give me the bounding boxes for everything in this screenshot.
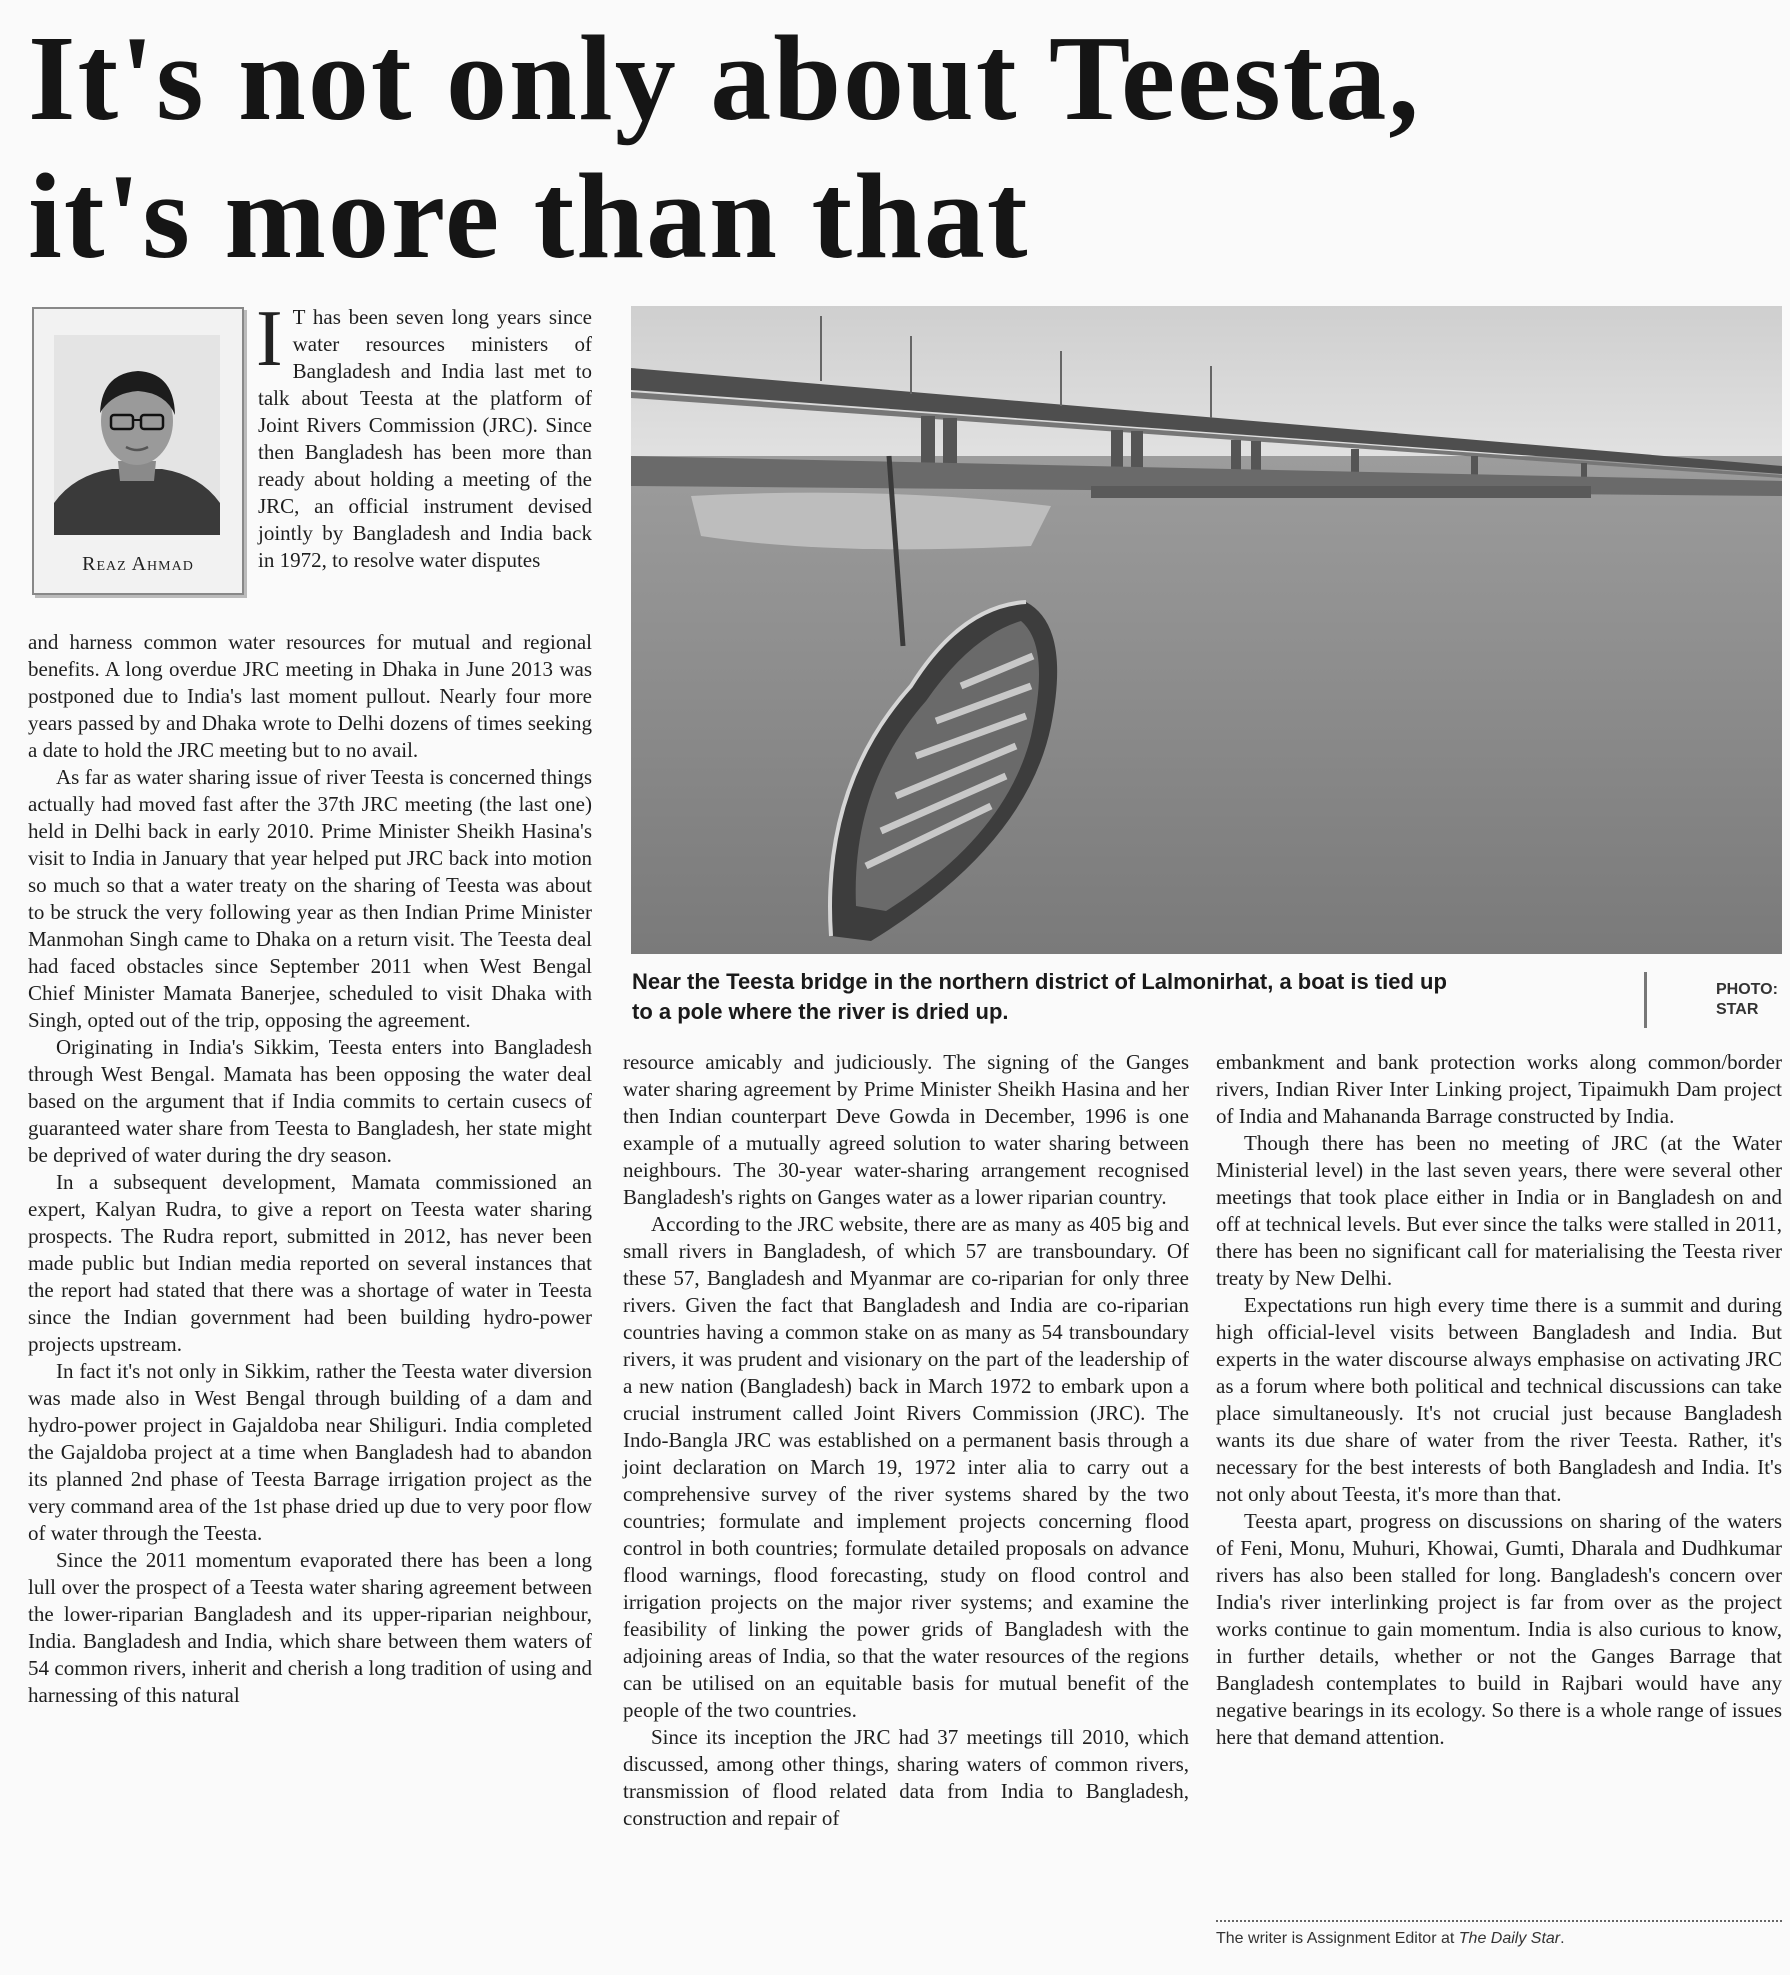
footnote-divider — [1216, 1920, 1782, 1922]
intro-text: T has been seven long years since water resources ministers of Bangladesh and India last met to talk about Teesta at the platform of Joint Rivers Commission (JRC). Since then Bangladesh has been more than ready about holding a meeting of the JRC, an official instrument devised jointly by Bangladesh and India back in 1972, to resolve water disputes — [258, 305, 592, 572]
caption-line-1: Near the Teesta bridge in the northern district of Lalmonirhat, a boat is tied up — [632, 969, 1447, 994]
author-portrait — [54, 335, 220, 535]
headline-line-2: it's more than that — [28, 149, 1030, 284]
paragraph: and harness common water resources for mutual and regional benefits. A long overdue JRC meeting in Dhaka in June 2013 was postponed due to India's last moment pullout. Nearly four more years passed by and Dhaka wrote to Delhi dozens of times seeking a date to hold the JRC meeting but to no avail. — [28, 630, 592, 762]
article-column-3 — [1216, 1049, 1782, 1751]
paragraph: Though there has been no meeting of JRC (at the Water Ministerial level) in the last seven years, there were several other meetings that took place either in India or in Bangladesh on and off at technical levels. But ever since the talks were stalled in 2011, there has been no significant call for materialising the Teesta river treaty by New Delhi. — [1216, 1131, 1782, 1290]
headline-line-1: It's not only about Teesta, — [28, 11, 1421, 146]
paragraph: embankment and bank protection works along common/border rivers, Indian River Inter Linking project, Tipaimukh Dam project of India and Mahananda Barrage constructed by India. — [1216, 1050, 1782, 1128]
drop-cap: I — [256, 295, 283, 383]
headline — [28, 10, 1768, 286]
footnote-suffix: . — [1560, 1930, 1565, 1947]
article-column-1 — [28, 629, 592, 1709]
photo-credit — [1716, 980, 1778, 1020]
footnote-publication: The Daily Star — [1458, 1930, 1561, 1947]
byline-box — [32, 307, 244, 595]
article-intro — [256, 295, 592, 574]
author-name: Reaz Ahmad — [82, 553, 194, 575]
paragraph: Teesta apart, progress on discussions on sharing of the waters of Feni, Monu, Muhuri, Khowai, Gumti, Dharala and Dudhkumar rivers has also been stalled for long. Bangladesh's concern over India's river interlinking project is far from over as the project works continue to gain momentum. India is also curious to know, in further details, whether or not the Ganges Barrage that Bangladesh contemplates to build in Rajbari would have any negative bearings in its ecology. So there is a whole range of issues here that demand attention. — [1216, 1509, 1782, 1749]
paragraph: resource amicably and judiciously. The signing of the Ganges water sharing agreement by Prime Minister Sheikh Hasina and her then Indian counterpart Deve Gowda in December, 1996 is one example of a mutually agreed solution to water sharing between neighbours. The 30-year water-sharing arrangement recognised Bangladesh's rights on Ganges water as a lower riparian country. — [623, 1050, 1189, 1209]
caption-line-2: to a pole where the river is dried up. — [632, 999, 1009, 1024]
paragraph: In a subsequent development, Mamata commissioned an expert, Kalyan Rudra, to give a report on Teesta water sharing prospects. The Rudra report, submitted in 2012, has never been made public but Indian media reported on several instances that the report had stated that there was a shortage of water in Teesta since the Indian government had been building hydro-power projects upstream. — [28, 1170, 592, 1356]
paragraph: According to the JRC website, there are as many as 405 big and small rivers in Bangladesh, of which 57 are transboundary. Of these 57, Bangladesh and Myanmar are co-riparian for only three rivers. Given the fact that Bangladesh and India are co-riparian countries having a common stake on as many as 54 transboundary rivers, it was prudent and visionary on the part of the leadership of a new nation (Bangladesh) back in March 1972 to embark upon a crucial instrument called Joint Rivers Commission (JRC). The Indo-Bangla JRC was established on a permanent basis through a joint declaration on March 19, 1972 inter alia to carry out a comprehensive survey of the river systems shared by the two countries; formulate and implement projects concerning flood control in both countries; formulate detailed proposals on advance flood warnings, flood forecasting, study on flood control and irrigation projects on the major river systems; and examine the feasibility of linking the power grids of Bangladesh with the adjoining areas of India, so that the water resources of the regions can be utilised on an equitable basis for mutual benefit of the people of the two countries. — [623, 1212, 1189, 1722]
paragraph: As far as water sharing issue of river Teesta is concerned things actually had moved fast after the 37th JRC meeting (the last one) held in Delhi back in early 2010. Prime Minister Sheikh Hasina's visit to India in January that year helped put JRC back into motion so much so that a water treaty on the sharing of Teesta was about to be struck the very following year as then Indian Prime Minister Manmohan Singh came to Dhaka on a return visit. The Teesta deal had faced obstacles since September 2011 when West Bengal Chief Minister Mamata Banerjee, scheduled to visit Dhaka with Singh, opted out of the trip, opposing the agreement. — [28, 765, 592, 1032]
paragraph: Originating in India's Sikkim, Teesta enters into Bangladesh through West Bengal. Mamata has been opposing the water deal based on the argument that if India commits to certain cusecs of guaranteed water share from Teesta to Bangladesh, her state might be deprived of water during the dry season. — [28, 1035, 592, 1167]
photo-caption — [632, 967, 1472, 1027]
credit-label: PHOTO: — [1716, 981, 1778, 998]
paragraph: Since the 2011 momentum evaporated there has been a long lull over the prospect of a Teesta water sharing agreement between the lower-riparian Bangladesh and its upper-riparian neighbour, India. Bangladesh and India, which share between them waters of 54 common rivers, inherit and cherish a long tradition of using and harnessing of this natural — [28, 1548, 592, 1707]
author-footnote — [1216, 1930, 1565, 1948]
paragraph: Since its inception the JRC had 37 meetings till 2010, which discussed, among other things, sharing waters of common rivers, transmission of flood related data from India to Bangladesh, construction and repair of — [623, 1725, 1189, 1830]
paragraph: Expectations run high every time there is a summit and during high official-level visits between Bangladesh and India. But experts in the water discourse always emphasise on activating JRC as a forum where both political and technical discussions can take place simultaneously. It's not crucial just because Bangladesh wants its due share of water from the river Teesta. Rather, it's necessary for the best interests of both Bangladesh and India. It's not only about Teesta, it's more than that. — [1216, 1293, 1782, 1506]
footnote-prefix: The writer is Assignment Editor at — [1216, 1930, 1459, 1947]
caption-divider — [1644, 972, 1647, 1028]
river-photo — [631, 306, 1782, 954]
paragraph: In fact it's not only in Sikkim, rather the Teesta water diversion was made also in West Bengal through building of a dam and hydro-power project in Gajaldoba near Shiliguri. India completed the Gajaldoba project at a time when Bangladesh had to abandon its planned 2nd phase of Teesta Barrage irrigation project as the very command area of the 1st phase dried up due to very poor flow of water through the Teesta. — [28, 1359, 592, 1545]
article-column-2 — [623, 1049, 1189, 1832]
credit-source: STAR — [1716, 1001, 1759, 1018]
